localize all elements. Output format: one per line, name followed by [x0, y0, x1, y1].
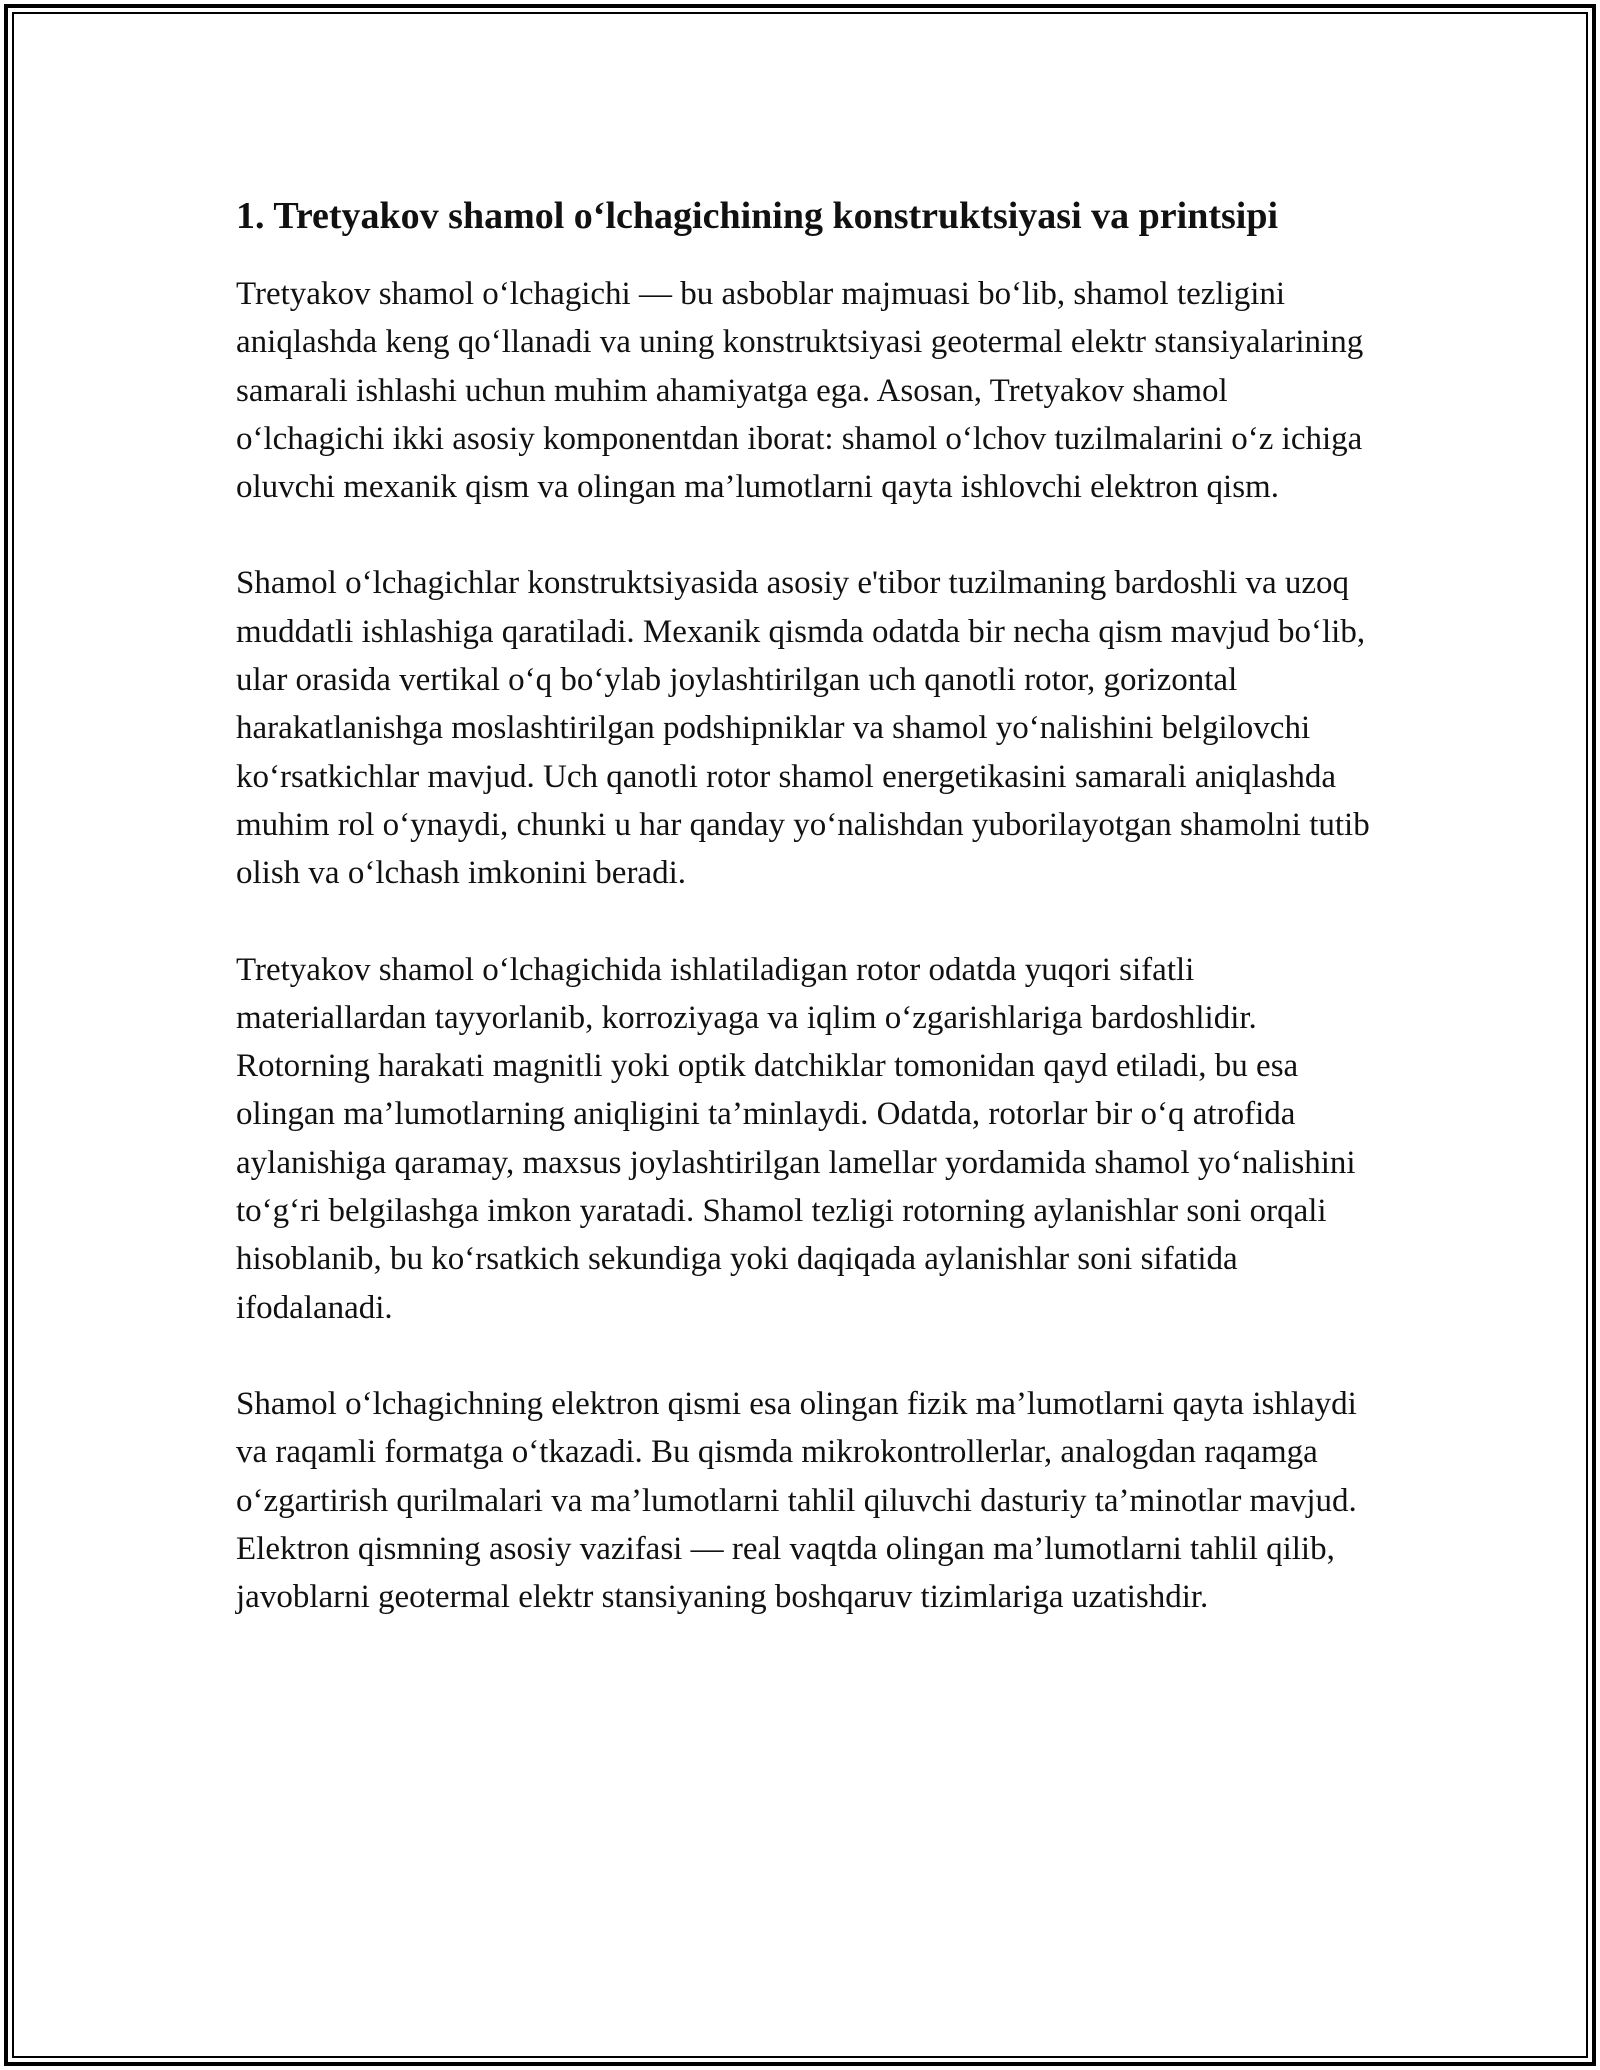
section-heading: 1. Tretyakov shamol o‘lchagichining konstruktsiyasi va printsipi	[236, 195, 1279, 237]
document-body	[236, 188, 1376, 1669]
paragraph-4: Shamol o‘lchagichning elektron qismi esa olingan fizik ma’lumotlarni qayta ishlaydi va raqamli formatga o‘tkazadi. Bu qismda mikrokontrollerlar, analogdan raqamga o‘zgartirish qurilmalari va ma’lumotlarni tahlil qiluvchi dasturiy ta’minotlar mavjud. Elektron qismning asosiy vazifasi — real vaqtda olingan ma’lumotlarni tahlil qilib, javoblarni geotermal elektr stansiyaning boshqaruv tizimlariga uzatishdir.	[236, 1385, 1357, 1616]
paragraph-3: Tretyakov shamol o‘lchagichida ishlatiladigan rotor odatda yuqori sifatli materiallardan tayyorlanib, korroziyaga va iqlim o‘zgarishlariga bardoshlidir. Rotorning harakati magnitli yoki optik datchiklar tomonidan qayd etiladi, bu esa olingan ma’lumotlarning aniqligini ta’minlaydi. Odatda, rotorlar bir o‘q atrofida aylanishiga qaramay, maxsus joylashtirilgan lamellar yordamida shamol yo‘nalishini to‘g‘ri belgilashga imkon yaratadi. Shamol tezligi rotorning aylanishlar soni orqali hisoblanib, bu ko‘rsatkich sekundiga yoki daqiqada aylanishlar soni sifatida ifodalanadi.	[236, 951, 1356, 1326]
paragraph-2: Shamol o‘lchagichlar konstruktsiyasida asosiy e'tibor tuzilmaning bardoshli va uzoq muddatli ishlashiga qaratiladi. Mexanik qismda odatda bir necha qism mavjud bo‘lib, ular orasida vertikal o‘q bo‘ylab joylashtirilgan uch qanotli rotor, gorizontal harakatlanishga moslashtirilgan podshipniklar va shamol yo‘nalishini belgilovchi ko‘rsatkichlar mavjud. Uch qanotli rotor shamol energetikasini samarali aniqlashda muhim rol o‘ynaydi, chunki u har qanday yo‘nalishdan yuborilayotgan shamolni tutib olish va o‘lchash imkonini beradi.	[236, 565, 1370, 892]
paragraph-1: Tretyakov shamol o‘lchagichi — bu asboblar majmuasi bo‘lib, shamol tezligini aniqlashda keng qo‘llanadi va uning konstruktsiyasi geotermal elektr stansiyalarining samarali ishlashi uchun muhim ahamiyatga ega. Asosan, Tretyakov shamol o‘lchagichi ikki asosiy komponentdan iborat: shamol o‘lchov tuzilmalarini o‘z ichiga oluvchi mexanik qism va olingan ma’lumotlarni qayta ishlovchi elektron qism.	[236, 276, 1364, 506]
